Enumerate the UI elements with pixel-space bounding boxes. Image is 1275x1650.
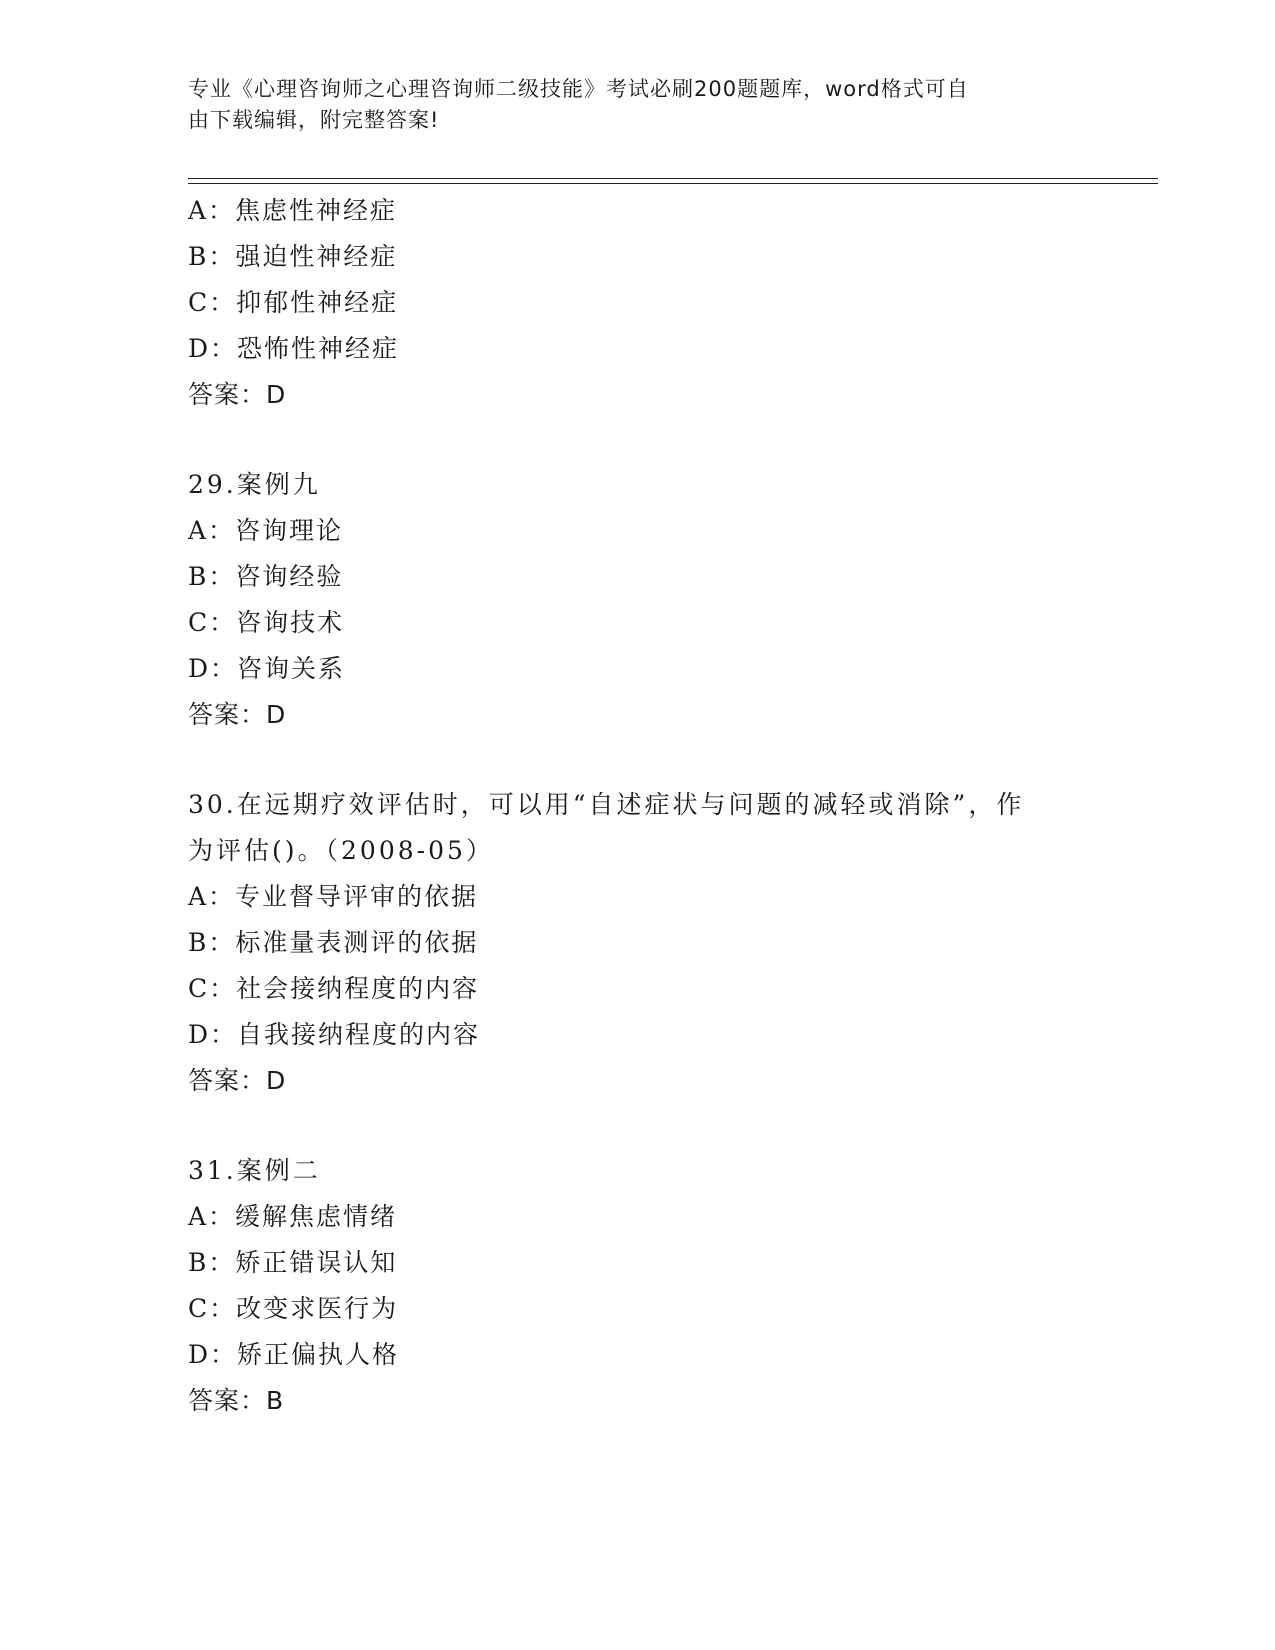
question-block — [188, 462, 1148, 738]
answer-line: 答案：D — [188, 1066, 287, 1095]
option-a: A：专业督导评审的依据 — [188, 882, 479, 911]
option-a: A：焦虑性神经症 — [188, 196, 398, 225]
option-b: B：矫正错误认知 — [188, 1248, 398, 1277]
option-b: B：咨询经验 — [188, 562, 344, 591]
option-c: C：社会接纳程度的内容 — [188, 974, 480, 1003]
option-b: B：强迫性神经症 — [188, 242, 398, 271]
answer-line: 答案：D — [188, 380, 287, 409]
header-line-2: 由下载编辑，附完整答案! — [188, 108, 440, 132]
option-d: D：恐怖性神经症 — [188, 334, 400, 363]
option-d: D：矫正偏执人格 — [188, 1340, 400, 1369]
option-d: D：自我接纳程度的内容 — [188, 1020, 481, 1049]
option-a: A：咨询理论 — [188, 516, 344, 545]
question-block — [188, 1148, 1148, 1424]
header-divider-top — [188, 178, 1158, 179]
option-b: B：标准量表测评的依据 — [188, 928, 479, 957]
question-block — [188, 782, 1148, 1104]
option-c: C：抑郁性神经症 — [188, 288, 399, 317]
document-header — [188, 74, 1068, 136]
header-line-1: 专业《心理咨询师之心理咨询师二级技能》考试必刷200题题库，word格式可自 — [188, 77, 969, 101]
option-c: C：咨询技术 — [188, 608, 345, 637]
question-stem: 30.在远期疗效评估时，可以用“自述症状与问题的减轻或消除”，作 — [188, 790, 1025, 819]
question-list — [188, 188, 1148, 1424]
answer-line: 答案：D — [188, 700, 287, 729]
question-block — [188, 188, 1148, 418]
question-stem-continued: 为评估()。（2008-05） — [188, 836, 494, 865]
header-divider-bottom — [188, 183, 1158, 184]
answer-line: 答案：B — [188, 1386, 285, 1415]
option-d: D：咨询关系 — [188, 654, 346, 683]
option-a: A：缓解焦虑情绪 — [188, 1202, 398, 1231]
question-stem: 31.案例二 — [188, 1156, 321, 1185]
option-c: C：改变求医行为 — [188, 1294, 399, 1323]
question-stem: 29.案例九 — [188, 470, 321, 499]
